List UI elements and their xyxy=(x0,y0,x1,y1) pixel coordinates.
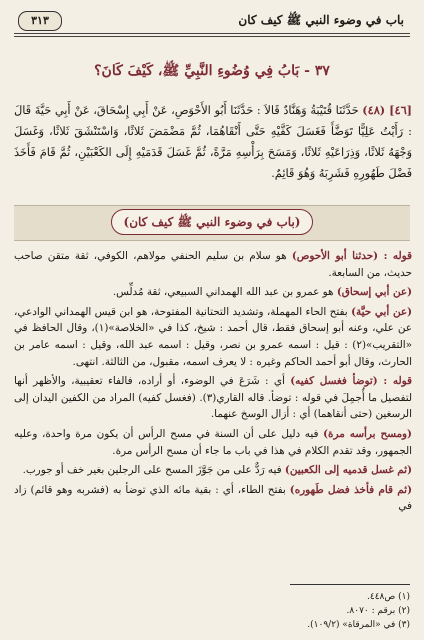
footnote: (١) ص٤٤٨. xyxy=(366,592,410,602)
footnotes xyxy=(14,590,410,632)
running-header xyxy=(14,10,410,34)
commentary-keyword: (ومسح برأسه مرة) xyxy=(323,427,412,440)
commentary-text: فيه رَدٌّ على من جَوَّزَ المسح على الرجلين بغير خف أو جورب. xyxy=(22,464,285,477)
commentary-keyword: (عن أبي حيَّة) xyxy=(351,305,413,318)
commentary-text: أي : شَرَعَ في الوضوء، أو أراده، فالفاء تعقيبية، والأظهر أنها لتفصيل ما أُجمِلَ في قوله : توضأ. قاله القاري(٣). (فغسل كفيه) المراد من الكفين اليدان إلى الرسغين (حتى أنقاهما) أي : أزال الوسخ عنهما. xyxy=(14,375,413,421)
commentary-paragraph xyxy=(14,462,412,479)
commentary-text: بفتح الطاء، أي : بقية مائه الذي توضأ به (فشربه وهو قائم) زاد في xyxy=(14,483,412,513)
commentary-paragraph xyxy=(14,482,412,515)
commentary-text: هو سلام بن سليم الحنفي مولاهم، الكوفي، ثقة متقن صاحب حديث، من السابعة. xyxy=(14,250,412,279)
page-number-badge: ٣١٣ xyxy=(18,11,62,31)
footnote: (٢) برقم : ٨٠٧٠. xyxy=(346,606,410,616)
commentary-keyword: (عن أبي إسحاق) xyxy=(336,286,412,299)
commentary-paragraph xyxy=(14,248,412,281)
commentary-keyword: قوله : (توضأ فغسل كفيه) xyxy=(290,375,412,388)
commentary-paragraph xyxy=(14,284,412,301)
chapter-heading: ٣٧ - بَابُ فِي وُضُوءِ النَّبِيِّ ﷺ، كَيْفَ كَانَ؟ xyxy=(94,63,330,79)
commentary-keyword: (ثم غسل قدميه إلى الكعبين) xyxy=(284,464,412,477)
commentary-text: بفتح الحاء المهملة، وتشديد التحتانية المفتوحة، هو ابن قيس الهمداني الوادعي، عن علي، وعنه أبو إسحاق فقط، قال أحمد : شيخ، كذا في «الخلاصة»(١)، وقال الحافظ في «التقريب»(٢) : قيل : اسمه عمرو بن نصر، وقيل : اسمه عبد الله، وقيل : اسمه عامر بن الحارث، وقال أبو أحمد الحاكم وغيره : لا يعرف اسمه، مقبول، من الثالثة. انتهى. xyxy=(14,305,412,368)
commentary-banner: (باب في وضوء النبي ﷺ كيف كان) xyxy=(111,209,313,235)
commentary-text: فيه دليل على أن السنة في مسح الرأس أن يكون مرة واحدة، وعليه الجمهور، وقد تقدم الكلام في هذا في باب ما جاء أن مسح الرأس مرة. xyxy=(14,427,412,457)
commentary-paragraph xyxy=(14,304,412,370)
hadith-text xyxy=(14,100,412,184)
commentary-paragraph xyxy=(14,426,412,459)
commentary-keyword: (ثم قام فأخذ فضل طَهوره) xyxy=(289,483,412,496)
hadith-number: [٤٦] (٤٨) xyxy=(362,103,412,117)
hadith-body: حَدَّثَنَا قُتَيْبَةُ وَهَنَّادٌ قَالاَ : حَدَّثَنَا أَبُو الأَحْوَصِ، عَنْ أَبِي إِسْحَاقَ، عَنْ أَبِي حَيَّةَ قَالَ : رَأَيْتُ عَلِيًّا تَوَضَّأَ فَغَسَلَ كَفَّيْهِ حَتَّى أَنْقَاهُمَا، ثُمَّ مَضْمَضَ ثَلاثًا، وَاسْتَنْشَقَ ثَلاثًا، وَغَسَلَ وَجْهَهُ ثَلاثًا، وَذِرَاعَيْهِ ثَلاثًا، وَمَسَحَ بِرَأْسِهِ مَرَّةً، ثُمَّ غَسَلَ قَدَمَيْهِ إِلَى الكَعْبَيْنِ، ثُمَّ قَامَ فَأَخَذَ فَضْلَ طَهُورِهِ فَشَرِبَهُ وَهُوَ قَائِمٌ. xyxy=(14,104,412,180)
commentary xyxy=(14,248,412,518)
footnote: (٣) في «المرقاة» (١٠٩/٢). xyxy=(307,620,410,630)
commentary-paragraph xyxy=(14,373,412,423)
header-rule xyxy=(14,33,410,34)
footnote-rule xyxy=(290,584,410,585)
commentary-text: هو عمرو بن عبد الله الهمداني السبيعي، ثقة مُدلِّس. xyxy=(112,286,337,299)
header-rule-thin xyxy=(14,36,410,37)
running-title: باب في وضوء النبي ﷺ كيف كان xyxy=(238,13,404,27)
commentary-keyword: قوله : (حدثنا أبو الأحوص) xyxy=(291,250,413,262)
